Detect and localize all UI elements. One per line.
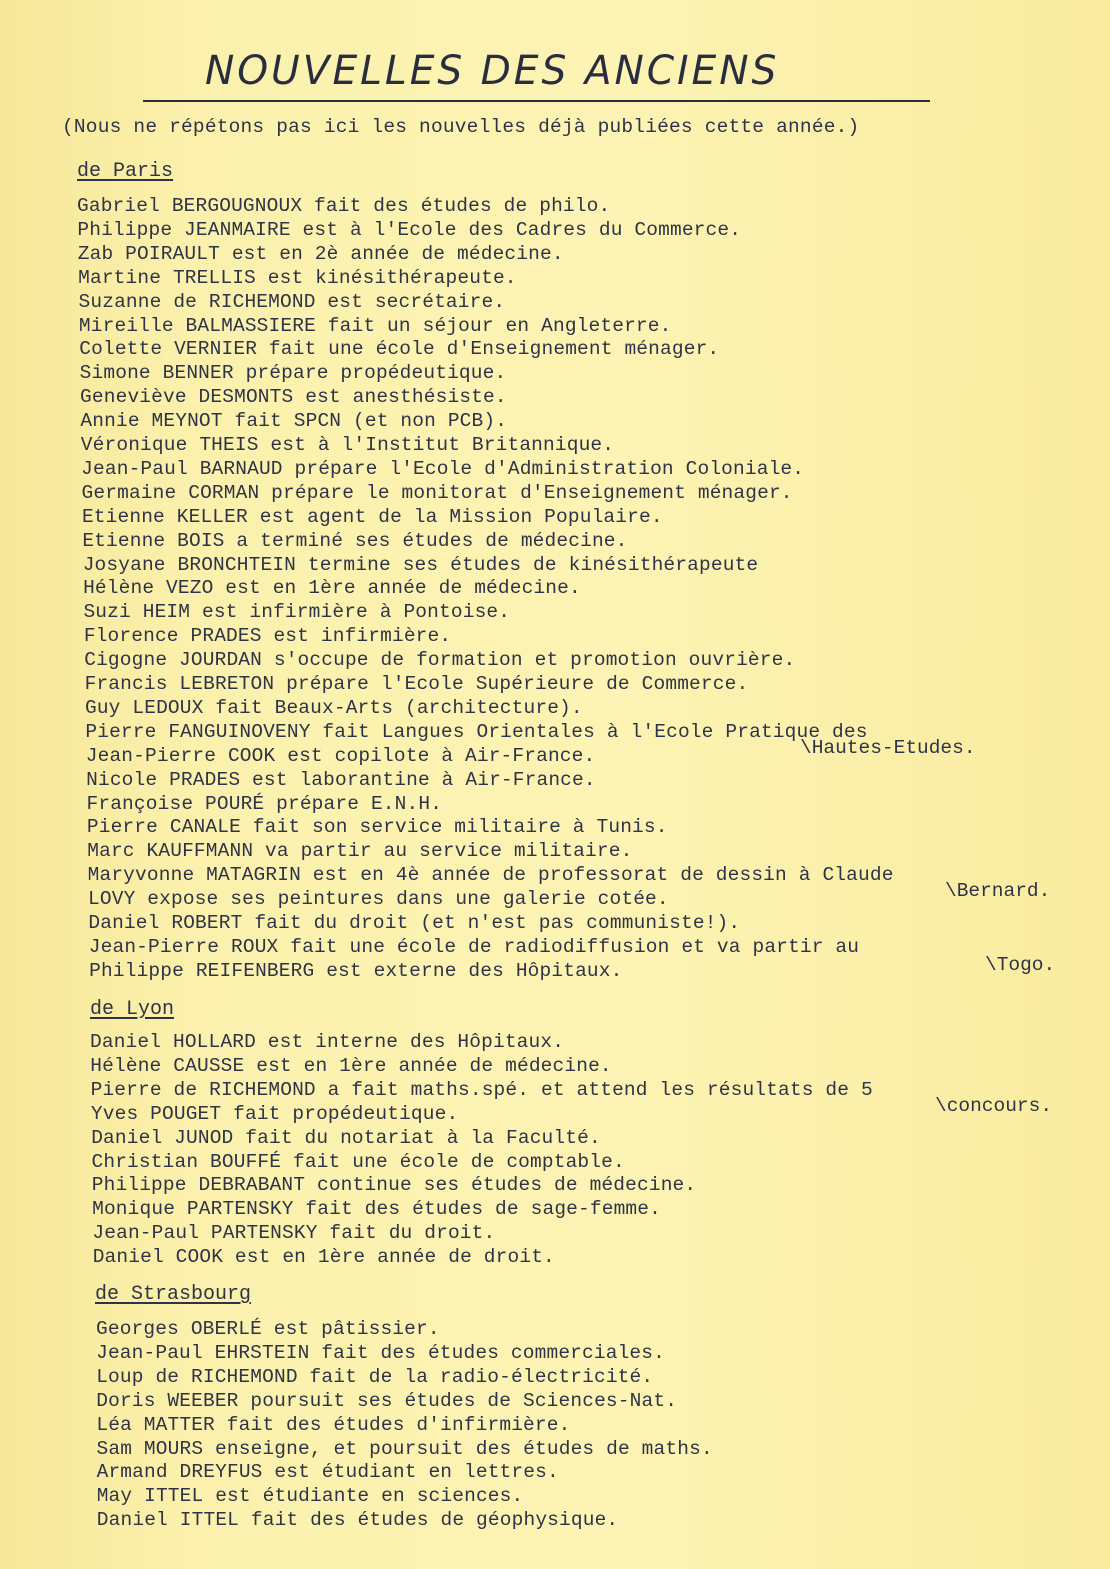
news-line: Georges OBERLÉ est pâtissier.: [96, 1318, 440, 1340]
news-line: Daniel ITTEL fait des études de géophysique.: [96, 1509, 619, 1532]
news-line: Pierre CANALE fait son service militaire à Tunis.: [86, 816, 668, 839]
news-line: Josyane BRONCHTEIN termine ses études de kinésithérapeute: [82, 553, 759, 576]
news-line: Gabriel BERGOUGNOUX fait des études de philo.: [77, 195, 611, 217]
continuation-concours: \concours.: [935, 1095, 1053, 1117]
news-line: Etienne KELLER est agent de la Mission Populaire.: [81, 505, 663, 528]
news-line: Sam MOURS enseigne, et poursuit des études de maths.: [96, 1437, 713, 1460]
news-line: Francis LEBRETON prépare l'Ecole Supérieure de Commerce.: [84, 673, 749, 695]
news-line: Jean-Paul EHRSTEIN fait des études commerciales.: [96, 1341, 665, 1364]
continuation-bernard: \Bernard.: [945, 880, 1051, 902]
news-line: Jean-Pierre ROUX fait une école de radiodiffusion et va partir au: [88, 935, 860, 958]
news-line: Doris WEEBER poursuit ses études de Sciences-Nat.: [96, 1389, 678, 1412]
section-heading-paris: de Paris: [77, 160, 174, 183]
news-line: Daniel HOLLARD est interne des Hôpitaux.: [90, 1031, 565, 1053]
intro-note: (Nous ne répétons pas ici les nouvelles déjà publiées cette année.): [62, 116, 860, 138]
news-line: Philippe DEBRABANT continue ses études de médecine.: [91, 1174, 697, 1197]
news-line: Véronique THEIS est à l'Institut Britannique.: [80, 434, 615, 456]
news-line: Simone BENNER prépare propédeutique.: [79, 362, 507, 385]
news-line: Léa MATTER fait des études d'infirmière.: [96, 1413, 571, 1436]
news-line: Cigogne JOURDAN s'occupe de formation et promotion ouvrière.: [84, 649, 796, 672]
news-line: Jean-Paul PARTENSKY fait du droit.: [92, 1222, 496, 1245]
news-line: Françoise POURÉ prépare E.N.H.: [86, 792, 443, 815]
news-line: Maryvonne MATAGRIN est en 4è année de professorat de dessin à Claude: [87, 864, 894, 887]
news-line: Armand DREYFUS est étudiant en lettres.: [96, 1461, 559, 1484]
page-title: NOUVELLES DES ANCIENS: [205, 48, 780, 94]
news-line: Marc KAUFFMANN va partir au service militaire.: [87, 840, 633, 863]
news-line: Suzanne de RICHEMOND est secrétaire.: [78, 290, 506, 313]
news-line: Daniel COOK est en 1ère année de droit.: [92, 1246, 555, 1269]
news-line: Hélène CAUSSE est en 1ère année de médecine.: [90, 1054, 612, 1077]
news-line: Pierre FANGUINOVENY fait Langues Orientales à l'Ecole Pratique des: [85, 720, 868, 743]
news-line: Daniel JUNOD fait du notariat à la Faculté.: [91, 1126, 601, 1149]
section-heading-lyon: de Lyon: [90, 998, 175, 1021]
news-line: Pierre de RICHEMOND a fait maths.spé. et attend les résultats de 5: [90, 1078, 873, 1101]
news-line: Annie MEYNOT fait SPCN (et non PCB).: [80, 410, 508, 433]
news-line: Jean-Paul BARNAUD prépare l'Ecole d'Administration Coloniale.: [81, 457, 805, 480]
news-line: LOVY expose ses peintures dans une galerie cotée.: [88, 888, 669, 911]
news-line: Loup de RICHEMOND fait de la radio-électricité.: [96, 1365, 654, 1388]
news-line: Geneviève DESMONTS est anesthésiste.: [80, 386, 507, 409]
news-line: Jean-Pierre COOK est copilote à Air-France.: [85, 744, 596, 767]
continuation-togo: \Togo.: [985, 954, 1056, 976]
title-underline: [143, 100, 930, 102]
news-line: Philippe REIFENBERG est externe des Hôpitaux.: [89, 959, 623, 982]
news-line: May ITTEL est étudiante en sciences.: [96, 1485, 524, 1508]
news-line: Philippe JEANMAIRE est à l'Ecole des Cadres du Commerce.: [77, 218, 742, 241]
news-line: Etienne BOIS a terminé ses études de médecine.: [82, 529, 628, 552]
news-line: Nicole PRADES est laborantine à Air-France.: [86, 768, 596, 791]
news-line: Daniel ROBERT fait du droit (et n'est pas communiste!).: [88, 912, 741, 934]
news-line: Hélène VEZO est en 1ère année de médecine.: [83, 577, 581, 600]
section-heading-strasbourg: de Strasbourg: [95, 1283, 252, 1306]
news-line: Yves POUGET fait propédeutique.: [90, 1102, 459, 1125]
news-line: Zab POIRAULT est en 2è année de médecine.: [77, 242, 564, 265]
news-line: Germaine CORMAN prépare le monitorat d'Enseignement ménager.: [81, 481, 793, 504]
news-line: Guy LEDOUX fait Beaux-Arts (architecture).: [84, 696, 583, 719]
continuation-hautes-etudes: \Hautes-Etudes.: [800, 737, 976, 759]
news-line: Suzi HEIM est infirmière à Pontoise.: [83, 601, 511, 624]
news-line: Monique PARTENSKY fait des études de sage-femme.: [92, 1198, 661, 1221]
news-line: Christian BOUFFÉ fait une école de comptable.: [91, 1150, 625, 1173]
news-line: Colette VERNIER fait une école d'Enseignement ménager.: [79, 338, 720, 361]
news-line: Florence PRADES est infirmière.: [83, 625, 452, 648]
news-line: Mireille BALMASSIERE fait un séjour en Angleterre.: [78, 314, 672, 337]
news-line: Martine TRELLIS est kinésithérapeute.: [78, 266, 517, 289]
